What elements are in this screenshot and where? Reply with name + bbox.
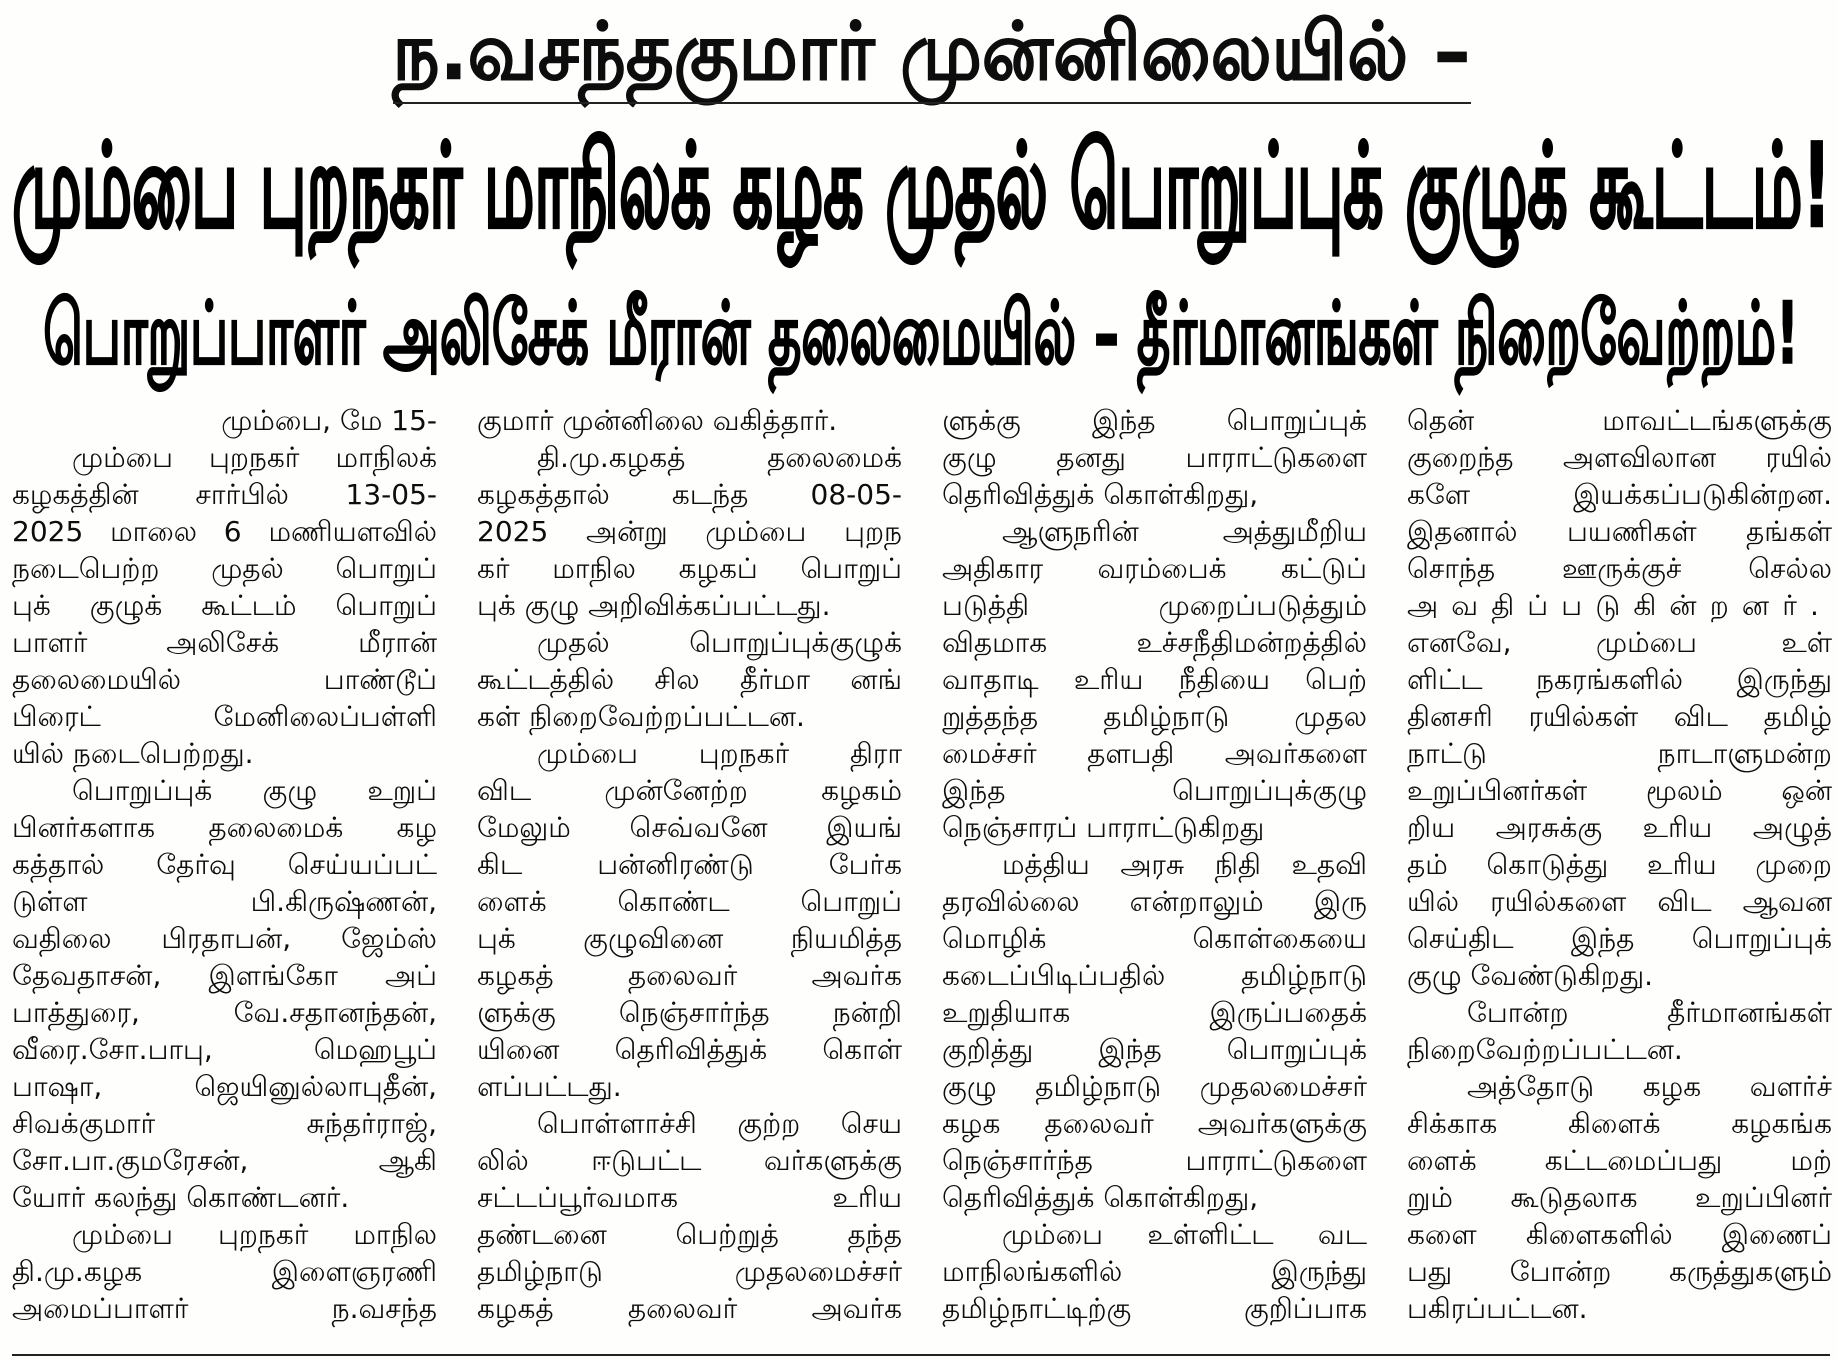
line-text: பொள்ளாச்சி குற்ற செய xyxy=(537,1107,902,1140)
article-line xyxy=(942,846,1367,883)
line-text: கூட்டத்தில் சில தீர்மா னங் xyxy=(477,663,902,696)
line-text: தினசரி ரயில்கள் விட தமிழ் xyxy=(1407,700,1832,733)
line-text: டுள்ள பி.கிருஷ்ணன், xyxy=(12,885,437,918)
line-text: வதிலை பிரதாபன், ஜேம்ஸ் xyxy=(12,922,437,955)
article-line xyxy=(12,1179,437,1216)
article-line xyxy=(477,439,902,476)
line-text: ளப்பட்டது. xyxy=(477,1070,622,1103)
line-text: அதிகார வரம்பைக் கட்டுப் xyxy=(942,552,1367,585)
line-text: தெரிவித்துக் கொள்கிறது, xyxy=(942,1181,1259,1214)
line-text: ஆளுநரின் அத்துமீறிய xyxy=(1002,515,1367,548)
article-line xyxy=(942,698,1367,735)
article-line xyxy=(477,1216,902,1253)
article-line xyxy=(477,1179,902,1216)
line-text: ளுக்கு நெஞ்சார்ந்த நன்றி xyxy=(477,996,902,1029)
article-line xyxy=(1407,476,1832,513)
article-line xyxy=(1407,1253,1832,1290)
line-text: பாளர் அலிசேக் மீரான் xyxy=(12,626,437,659)
line-text: எனவே, மும்பை உள் xyxy=(1407,626,1832,659)
article-line xyxy=(942,513,1367,550)
line-text: வாதாடி உரிய நீதியை பெற் xyxy=(942,663,1367,696)
article-line xyxy=(477,624,902,661)
article-line xyxy=(942,1290,1367,1327)
line-text: செய்திட இந்த பொறுப்புக் xyxy=(1407,922,1832,955)
article-line xyxy=(477,920,902,957)
article-line xyxy=(1407,772,1832,809)
article-line xyxy=(477,735,902,772)
line-text: குறைந்த அளவிலான ரயில் xyxy=(1407,441,1832,474)
article-line xyxy=(12,1068,437,1105)
article-line xyxy=(477,513,902,550)
line-text: கள் நிறைவேற்றப்பட்டன. xyxy=(477,700,805,733)
sub-headline xyxy=(43,284,1799,384)
sub-headline-text: பொறுப்பாளர் அலிசேக் மீரான் தலைமையில் – தீர்மானங்கள் நிறைவேற்றம்! xyxy=(43,284,1799,384)
article-line xyxy=(1407,809,1832,846)
main-headline-text: மும்பை புறநகர் மாநிலக் கழக முதல் பொறுப்புக் குழுக் கூட்டம்! xyxy=(12,119,1831,254)
article-column-2 xyxy=(477,402,902,1327)
article-line xyxy=(477,846,902,883)
kicker-underline xyxy=(393,102,1471,104)
article-line xyxy=(942,883,1367,920)
article-line xyxy=(477,1105,902,1142)
line-text: தம் கொடுத்து உரிய முறை xyxy=(1407,848,1832,881)
article-line xyxy=(477,957,902,994)
line-text: உறுதியாக இருப்பதைக் xyxy=(942,996,1367,1029)
bottom-rule xyxy=(12,1354,1830,1356)
line-text: தெரிவித்துக் கொள்கிறது, xyxy=(942,478,1259,511)
line-text: அவதிப்படுகின்றனர். xyxy=(1407,589,1832,622)
article-line xyxy=(942,402,1367,439)
kicker-headline xyxy=(393,4,1471,100)
line-text: பினர்களாக தலைமைக் கழ xyxy=(12,811,437,844)
article-line xyxy=(12,1290,437,1327)
dateline-row xyxy=(12,402,437,439)
line-text: நெஞ்சார்ந்த பாராட்டுகளை xyxy=(942,1144,1367,1177)
line-text: கிட பன்னிரண்டு பேர்க xyxy=(477,848,902,881)
line-text: இந்த பொறுப்புக்குழு xyxy=(942,774,1367,807)
line-text: அமைப்பாளர் ந.வசந்த xyxy=(12,1292,437,1325)
dateline: மும்பை, மே 15- xyxy=(221,404,437,437)
line-text: நெஞ்சாரப் பாராட்டுகிறது xyxy=(942,811,1265,844)
line-text: புக் குழு அறிவிக்கப்பட்டது. xyxy=(477,589,831,622)
article-line xyxy=(1407,1179,1832,1216)
line-text: தேவதாசன், இளங்கோ அப் xyxy=(12,959,437,992)
line-text: தமிழ்நாடு முதலமைச்சர் xyxy=(477,1255,902,1288)
article-line xyxy=(477,1253,902,1290)
line-text: நடைபெற்ற முதல் பொறுப் xyxy=(12,552,437,585)
line-text: மைச்சர் தளபதி அவர்களை xyxy=(942,737,1367,770)
line-text: ளுக்கு இந்த பொறுப்புக் xyxy=(942,404,1367,437)
line-text: கழகத்தின் சார்பில் 13-05- xyxy=(12,478,437,511)
line-text: கழகத்தால் கடந்த 08-05- xyxy=(477,478,902,511)
article-line xyxy=(12,1253,437,1290)
line-text: தென் மாவட்டங்களுக்கு xyxy=(1407,404,1832,437)
article-line xyxy=(1407,957,1832,994)
article-line xyxy=(12,1031,437,1068)
article-line xyxy=(12,994,437,1031)
line-text: பொறுப்புக் குழு உறுப் xyxy=(72,774,437,807)
line-text: தண்டனை பெற்றுத் தந்த xyxy=(477,1218,902,1251)
line-text: தி.மு.கழகத் தலைமைக் xyxy=(537,441,902,474)
article-line xyxy=(942,1105,1367,1142)
article-line xyxy=(942,661,1367,698)
line-text: பகிரப்பட்டன. xyxy=(1407,1292,1588,1325)
line-text: சிவக்குமார் சுந்தர்ராஜ், xyxy=(12,1107,437,1140)
article-line xyxy=(1407,1142,1832,1179)
line-text: குறித்து இந்த பொறுப்புக் xyxy=(942,1033,1367,1066)
article-line xyxy=(1407,883,1832,920)
line-text: ளிட்ட நகரங்களில் இருந்து xyxy=(1407,663,1832,696)
line-text: சிக்காக கிளைக் கழகங்க xyxy=(1407,1107,1832,1140)
line-text: களே இயக்கப்படுகின்றன. xyxy=(1407,478,1832,511)
article-line xyxy=(1407,1031,1832,1068)
article-line xyxy=(12,883,437,920)
line-text: றிய அரசுக்கு உரிய அழுத் xyxy=(1407,811,1832,844)
article-column-3 xyxy=(942,402,1367,1327)
line-text: 2025 அன்று மும்பை புறந xyxy=(477,515,902,548)
article-line xyxy=(942,476,1367,513)
kicker-headline-text: ந.வசந்தகுமார் முன்னிலையில் – xyxy=(393,5,1472,98)
line-text: விதமாக உச்சநீதிமன்றத்தில் xyxy=(942,626,1367,659)
article-line xyxy=(1407,402,1832,439)
line-text: நிறைவேற்றப்பட்டன. xyxy=(1407,1033,1683,1066)
article-line xyxy=(477,1031,902,1068)
line-text: 2025 மாலை 6 மணியளவில் xyxy=(12,515,437,548)
line-text: கத்தால் தேர்வு செய்யப்பட் xyxy=(12,848,437,881)
line-text: பது போன்ற கருத்துகளும் xyxy=(1407,1255,1832,1288)
article-line xyxy=(477,550,902,587)
line-text: தரவில்லை என்றாலும் இரு xyxy=(942,885,1367,918)
line-text: கழக தலைவர் அவர்களுக்கு xyxy=(942,1107,1367,1140)
article-line xyxy=(477,1290,902,1327)
line-text: கழகத் தலைவர் அவர்க xyxy=(477,959,902,992)
article-line xyxy=(477,1068,902,1105)
article-line xyxy=(942,735,1367,772)
article-line xyxy=(942,439,1367,476)
line-text: தமிழ்நாட்டிற்கு குறிப்பாக xyxy=(942,1292,1367,1325)
article-line xyxy=(942,809,1367,846)
article-line xyxy=(477,402,902,439)
line-text: மேலும் செவ்வனே இயங் xyxy=(477,811,902,844)
article-line xyxy=(942,957,1367,994)
line-text: யில் நடைபெற்றது. xyxy=(12,737,254,770)
article-line xyxy=(1407,698,1832,735)
article-line xyxy=(12,957,437,994)
article-line xyxy=(1407,1105,1832,1142)
article-line xyxy=(942,1068,1367,1105)
article-line xyxy=(12,550,437,587)
article-line xyxy=(477,994,902,1031)
article-line xyxy=(12,1105,437,1142)
line-text: லில் ஈடுபட்ட வர்களுக்கு xyxy=(477,1144,902,1177)
line-text: யினை தெரிவித்துக் கொள் xyxy=(477,1033,902,1066)
article-line xyxy=(1407,1068,1832,1105)
article-line xyxy=(942,550,1367,587)
article-line xyxy=(1407,846,1832,883)
line-text: கடைப்பிடிப்பதில் தமிழ்நாடு xyxy=(942,959,1367,992)
article-line xyxy=(12,846,437,883)
line-text: போன்ற தீர்மானங்கள் xyxy=(1467,996,1832,1029)
line-text: உறுப்பினர்கள் மூலம் ஒன் xyxy=(1407,774,1832,807)
article-line xyxy=(942,772,1367,809)
line-text: மத்திய அரசு நிதி உதவி xyxy=(1002,848,1367,881)
article-line xyxy=(1407,1216,1832,1253)
article-line xyxy=(477,883,902,920)
article-line xyxy=(942,1216,1367,1253)
article-line xyxy=(12,809,437,846)
article-column-4 xyxy=(1407,402,1832,1327)
line-text: படுத்தி முறைப்படுத்தும் xyxy=(942,589,1367,622)
line-text: குழு தனது பாராட்டுகளை xyxy=(942,441,1367,474)
article-line xyxy=(12,587,437,624)
line-text: சட்டப்பூர்வமாக உரிய xyxy=(477,1181,902,1214)
article-line xyxy=(942,1253,1367,1290)
line-text: குழு வேண்டுகிறது. xyxy=(1407,959,1654,992)
article-line xyxy=(477,698,902,735)
line-text: ளைக் கட்டமைப்பது மற் xyxy=(1407,1144,1832,1177)
article-line xyxy=(477,587,902,624)
article-column-1 xyxy=(12,402,437,1327)
line-text: றும் கூடுதலாக உறுப்பினர் xyxy=(1407,1181,1832,1214)
article-line xyxy=(12,661,437,698)
line-text: விட முன்னேற்ற கழகம் xyxy=(477,774,902,807)
line-text: தி.மு.கழக இளைஞரணி xyxy=(12,1255,437,1288)
article-line xyxy=(942,1179,1367,1216)
article-line xyxy=(942,920,1367,957)
article-line xyxy=(1407,513,1832,550)
line-text: மும்பை புறநகர் திரா xyxy=(537,737,902,770)
article-line xyxy=(1407,994,1832,1031)
line-text: யில் ரயில்களை விட ஆவன xyxy=(1407,885,1832,918)
article-line xyxy=(1407,439,1832,476)
line-text: ளைக் கொண்ட பொறுப் xyxy=(477,885,902,918)
article-line xyxy=(942,1031,1367,1068)
line-text: யோர் கலந்து கொண்டனர். xyxy=(12,1181,350,1214)
article-line xyxy=(942,994,1367,1031)
article-line xyxy=(12,1142,437,1179)
article-line xyxy=(1407,735,1832,772)
line-text: குமார் முன்னிலை வகித்தார். xyxy=(477,404,838,437)
line-text: கர் மாநில கழகப் பொறுப் xyxy=(477,552,902,585)
article-line xyxy=(1407,587,1832,624)
article-line xyxy=(12,476,437,513)
article-line xyxy=(942,1142,1367,1179)
article-line xyxy=(477,809,902,846)
line-text: நாட்டு நாடாளுமன்ற xyxy=(1407,737,1832,770)
article-line xyxy=(477,661,902,698)
line-text: இதனால் பயணிகள் தங்கள் xyxy=(1407,515,1832,548)
article-line xyxy=(1407,550,1832,587)
line-text: குழு தமிழ்நாடு முதலமைச்சர் xyxy=(942,1070,1367,1103)
line-text: பிரைட் மேனிலைப்பள்ளி xyxy=(12,700,437,733)
article-line xyxy=(1407,1290,1832,1327)
article-line xyxy=(12,1216,437,1253)
line-text: சோ.பா.குமரேசன், ஆகி xyxy=(12,1144,437,1177)
article-line xyxy=(12,920,437,957)
line-text: றுத்தந்த தமிழ்நாடு முதல xyxy=(942,700,1367,733)
line-text: மாநிலங்களில் இருந்து xyxy=(942,1255,1367,1288)
article-body xyxy=(12,402,1832,1327)
line-text: மும்பை புறநகர் மாநில xyxy=(72,1218,437,1251)
article-line xyxy=(12,698,437,735)
article-line xyxy=(1407,920,1832,957)
article-line xyxy=(1407,624,1832,661)
line-text: கழகத் தலைவர் அவர்க xyxy=(477,1292,902,1325)
article-line xyxy=(12,735,437,772)
line-text: முதல் பொறுப்புக்குழுக் xyxy=(537,626,902,659)
line-text: அத்தோடு கழக வளர்ச் xyxy=(1467,1070,1832,1103)
line-text: மும்பை உள்ளிட்ட வட xyxy=(1002,1218,1367,1251)
article-line xyxy=(12,439,437,476)
line-text: புக் குழுக் கூட்டம் பொறுப் xyxy=(12,589,437,622)
article-line xyxy=(477,476,902,513)
article-line xyxy=(12,624,437,661)
article-line xyxy=(12,513,437,550)
article-line xyxy=(942,624,1367,661)
article-line xyxy=(12,772,437,809)
article-line xyxy=(1407,661,1832,698)
article-line xyxy=(477,1142,902,1179)
article-line xyxy=(477,772,902,809)
line-text: மும்பை புறநகர் மாநிலக் xyxy=(72,441,437,474)
article-line xyxy=(942,587,1367,624)
line-text: களை கிளைகளில் இணைப் xyxy=(1407,1218,1832,1251)
line-text: மொழிக் கொள்கையை xyxy=(942,922,1367,955)
line-text: வீரை.சோ.பாபு, மெஹபூப் xyxy=(12,1033,437,1066)
line-text: தலைமையில் பாண்டூப் xyxy=(12,663,437,696)
line-text: புக் குழுவினை நியமித்த xyxy=(477,922,902,955)
line-text: பாஷா, ஜெயினுல்லாபுதீன், xyxy=(12,1070,437,1103)
main-headline xyxy=(12,119,1831,254)
line-text: பாத்துரை, வே.சதானந்தன், xyxy=(12,996,437,1029)
line-text: சொந்த ஊருக்குச் செல்ல xyxy=(1407,552,1832,585)
